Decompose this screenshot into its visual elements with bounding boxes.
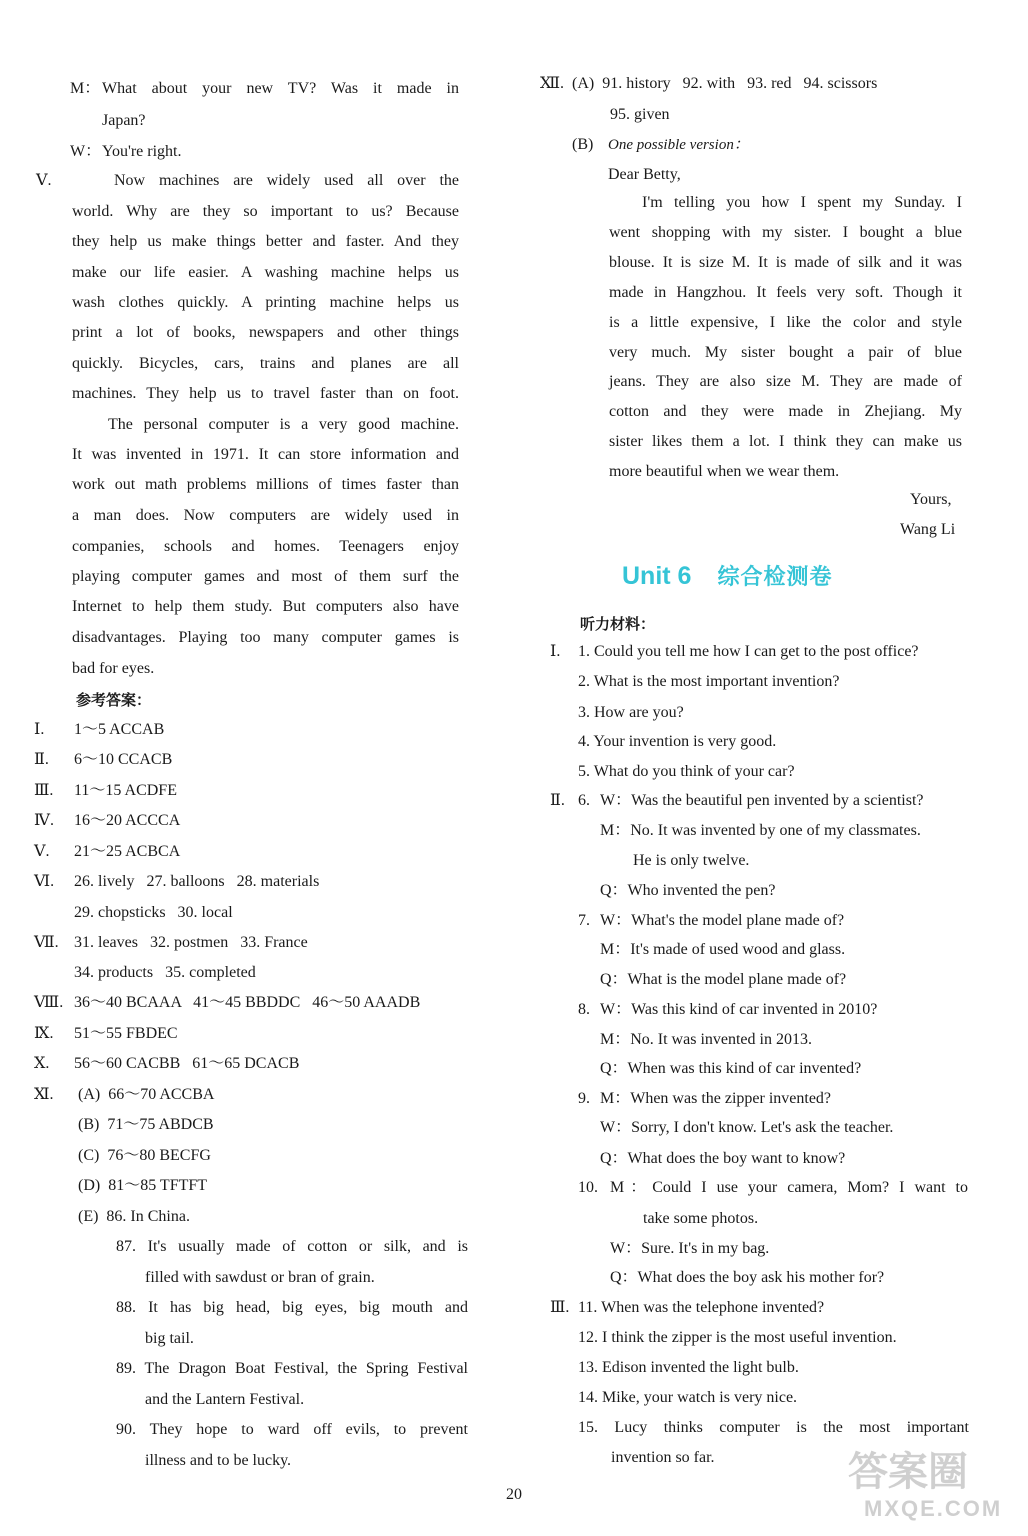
section-label: Ⅻ. <box>540 75 565 92</box>
passage-line: Internet to help them study. But computers also have <box>72 598 459 615</box>
answer-text: 89. The Dragon Boat Festival, the Spring Festival <box>116 1360 468 1377</box>
answer-text: 1～5 ACCAB <box>74 721 165 738</box>
answer-text: 29. chopsticks 30. local <box>74 904 233 921</box>
letter-line: blouse. It is size M. It is made of silk and it was <box>609 254 962 271</box>
unit-number: Unit 6 <box>622 562 692 590</box>
answer-label: Ⅳ. <box>34 812 54 829</box>
answer-label: Ⅷ. <box>34 994 64 1011</box>
listening-item: 15. Lucy thinks computer is the most important <box>578 1419 969 1436</box>
answer-text: 56～60 CACBB 61～65 DCACB <box>74 1055 300 1072</box>
passage-line: wash clothes quickly. A printing machine helps us <box>72 294 459 311</box>
answer-text: 88. It has big head, big eyes, big mouth and <box>116 1299 468 1316</box>
answer-text: (B) 71～75 ABDCB <box>78 1116 214 1133</box>
dialog-line: Q：What does the boy ask his mother for? <box>610 1269 885 1286</box>
answer-label: Ⅱ. <box>34 751 49 768</box>
dialog-line: M：It's made of used wood and glass. <box>600 941 846 958</box>
answer-text: big tail. <box>145 1330 194 1347</box>
letter-greeting: Dear Betty, <box>608 166 681 183</box>
letter-closing: Yours, <box>910 491 952 508</box>
dialog-line: You're right. <box>102 143 182 160</box>
item-number: 10. <box>578 1179 598 1196</box>
answer-label: Ⅹ. <box>34 1055 50 1072</box>
listening-item: 3. How are you? <box>578 704 684 721</box>
dialog-line: Q：Who invented the pen? <box>600 882 776 899</box>
speaker-w: W： <box>70 143 102 160</box>
answer-text: 51～55 FBDEC <box>74 1025 178 1042</box>
passage-line: quickly. Bicycles, cars, trains and planes are all <box>72 355 459 372</box>
dialog-line: Q：When was this kind of car invented? <box>600 1060 862 1077</box>
passage-line: playing computer games and most of them surf the <box>72 568 459 585</box>
letter-line: more beautiful when we wear them. <box>609 463 840 480</box>
dialog-line: take some photos. <box>643 1210 759 1227</box>
dialog-line: W：Sure. It's in my bag. <box>610 1240 770 1257</box>
answers-title: 参考答案： <box>76 691 152 709</box>
dialog-line: He is only twelve. <box>633 852 750 869</box>
passage-line: It was invented in 1971. It can store information and <box>72 446 459 463</box>
unit-heading <box>622 560 832 593</box>
speaker-m: M： <box>70 80 101 97</box>
item-number: 9. <box>578 1090 590 1107</box>
passage-line: The personal computer is a very good machine. <box>108 416 459 433</box>
answer-label: Ⅲ. <box>34 782 54 799</box>
letter-line: jeans. They are also size M. They are made of <box>609 373 962 390</box>
dialog-line: Q：What is the model plane made of? <box>600 971 847 988</box>
section-label: Ⅰ. <box>550 643 561 660</box>
listening-item: 12. I think the zipper is the most useful invention. <box>578 1329 897 1346</box>
answer-label: Ⅺ. <box>34 1086 54 1103</box>
dialog-line: M：Could I use your camera, Mom? I want to <box>610 1179 968 1196</box>
dialog-line: W：Sorry, I don't know. Let's ask the teacher. <box>600 1119 894 1136</box>
listening-item: 4. Your invention is very good. <box>578 733 777 750</box>
dialog-line: Q：What does the boy want to know? <box>600 1150 846 1167</box>
letter-line: went shopping with my sister. I bought a blue <box>609 224 962 241</box>
answer-label: Ⅶ. <box>34 934 59 951</box>
passage-line: print a lot of books, newspapers and other things <box>72 324 459 341</box>
dialog-line: Japan? <box>102 112 146 129</box>
passage-line: they help us make things better and faster. And they <box>72 233 459 250</box>
dialog-line: M：No. It was invented in 2013. <box>600 1031 812 1048</box>
answer-text: 36～40 BCAAA 41～45 BBDDC 46～50 AAADB <box>74 994 421 1011</box>
passage-line: world. Why are they so important to us? Because <box>72 203 459 220</box>
answer-text: 34. products 35. completed <box>74 964 256 981</box>
answer-text: (E) 86. In China. <box>78 1208 190 1225</box>
page-number: 20 <box>506 1486 522 1503</box>
passage-line: Now machines are widely used all over the <box>114 172 459 189</box>
answer-text: illness and to be lucky. <box>145 1452 292 1469</box>
answer-text: (C) 76～80 BECFG <box>78 1147 211 1164</box>
answer-text: 31. leaves 32. postmen 33. France <box>74 934 308 951</box>
answer-text: 90. They hope to ward off evils, to prevent <box>116 1421 468 1438</box>
watermark-url: MXQE.COM <box>864 1496 1003 1521</box>
answer-label: Ⅸ. <box>34 1025 54 1042</box>
passage-line: bad for eyes. <box>72 660 155 677</box>
answer-text: 16～20 ACCCA <box>74 812 181 829</box>
dialog-line: W：Was the beautiful pen invented by a scientist? <box>600 792 924 809</box>
listening-item: 5. What do you think of your car? <box>578 763 795 780</box>
watermark-text: 答案圈 <box>848 1449 968 1495</box>
listening-item: 14. Mike, your watch is very nice. <box>578 1389 798 1406</box>
unit-title: 综合检测卷 <box>717 564 833 589</box>
letter-line: sister likes them a lot. I think they can make us <box>609 433 962 450</box>
answer-text: and the Lantern Festival. <box>145 1391 305 1408</box>
passage-line: a man does. Now computers are widely used in <box>72 507 459 524</box>
listening-item: 13. Edison invented the light bulb. <box>578 1359 799 1376</box>
answer-text: filled with sawdust or bran of grain. <box>145 1269 375 1286</box>
dialog-line: W：Was this kind of car invented in 2010? <box>600 1001 878 1018</box>
listening-item: 11. When was the telephone invented? <box>578 1299 825 1316</box>
letter-line: is a little expensive, I like the color and style <box>609 314 962 331</box>
letter-line: I'm telling you how I spent my Sunday. I <box>642 194 962 211</box>
section-label: Ⅲ. <box>550 1299 570 1316</box>
answer-text: (A) 91. history 92. with 93. red 94. scissors <box>572 75 878 92</box>
dialog-line: M：When was the zipper invented? <box>600 1090 832 1107</box>
letter-line: very much. My sister bought a pair of blue <box>609 344 962 361</box>
watermark-logo <box>838 1440 1018 1530</box>
letter-line: cotton and they were made in Zhejiang. My <box>609 403 962 420</box>
letter-line: made in Hangzhou. It feels very soft. Though it <box>609 284 962 301</box>
item-number: 7. <box>578 912 590 929</box>
answer-label: (B) <box>572 136 594 153</box>
answer-label: Ⅴ. <box>34 843 50 860</box>
dialog-line: M：No. It was invented by one of my classmates. <box>600 822 921 839</box>
dialog-line: What about your new TV? Was it made in <box>102 80 459 97</box>
listening-item: 1. Could you tell me how I can get to the post office? <box>578 643 919 660</box>
answer-text: 95. given <box>610 106 670 123</box>
passage-line: companies, schools and homes. Teenagers enjoy <box>72 538 459 555</box>
answer-text: 87. It's usually made of cotton or silk, and is <box>116 1238 468 1255</box>
answer-text: 11～15 ACDFE <box>74 782 177 799</box>
answer-text: 26. lively 27. balloons 28. materials <box>74 873 320 890</box>
answer-text: 21～25 ACBCA <box>74 843 181 860</box>
version-title: One possible version： <box>608 137 749 153</box>
section-label: Ⅴ. <box>36 172 52 189</box>
answer-text: 6～10 CCACB <box>74 751 173 768</box>
listening-item: 2. What is the most important invention? <box>578 673 840 690</box>
section-label: Ⅱ. <box>550 792 565 809</box>
passage-line: work out math problems millions of times faster than <box>72 476 459 493</box>
answer-label: Ⅵ. <box>34 873 55 890</box>
dialog-line: W：What's the model plane made of? <box>600 912 845 929</box>
passage-line: disadvantages. Playing too many computer games is <box>72 629 459 646</box>
passage-line: make our life easier. A washing machine helps us <box>72 264 459 281</box>
answer-label: Ⅰ. <box>34 721 45 738</box>
item-number: 6. <box>578 792 590 809</box>
listening-title: 听力材料： <box>580 615 656 633</box>
passage-line: machines. They help us to travel faster than on foot. <box>72 385 459 402</box>
item-number: 8. <box>578 1001 590 1018</box>
answer-text: (D) 81～85 TFTFT <box>78 1177 208 1194</box>
listening-item: invention so far. <box>611 1449 715 1466</box>
letter-signature: Wang Li <box>900 521 956 538</box>
answer-text: (A) 66～70 ACCBA <box>78 1086 215 1103</box>
